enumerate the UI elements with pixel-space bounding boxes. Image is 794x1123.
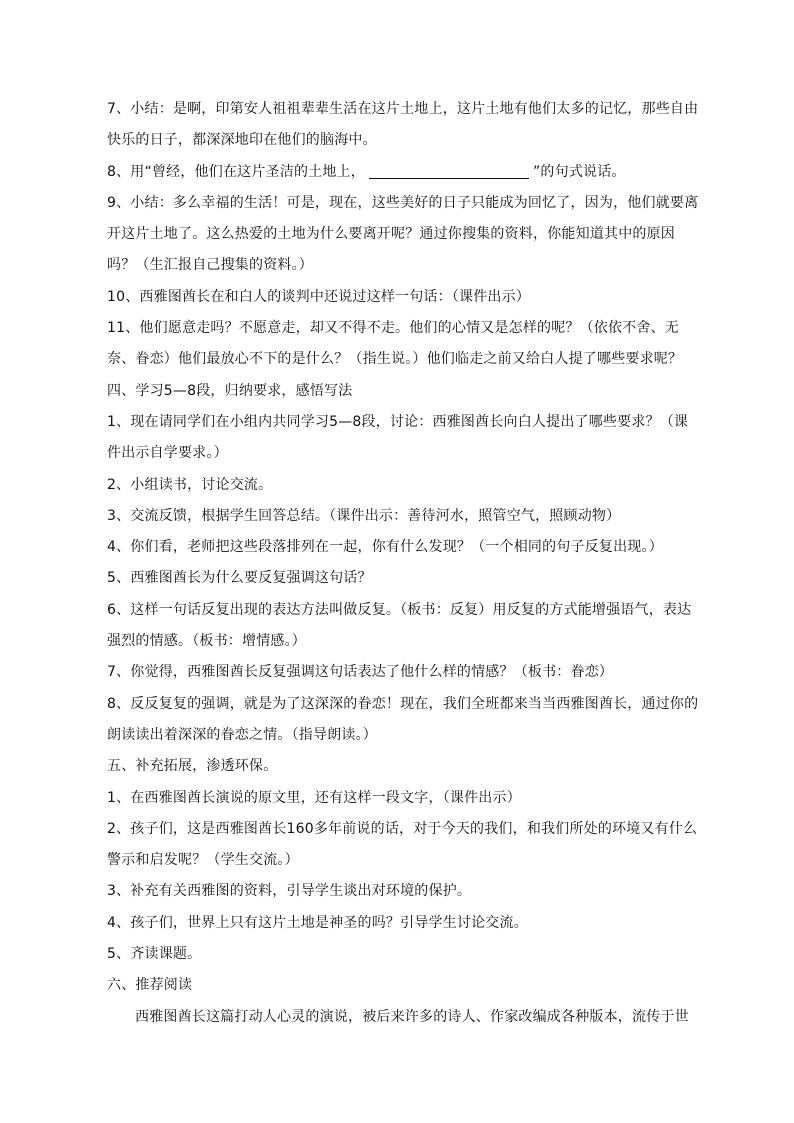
text-line: 3、交流反馈，根据学生回答总结。（课件出示：善待河水，照管空气，照顾动物） — [107, 507, 621, 524]
paragraph-line-indented: 西雅图酋长这篇打动人心灵的演说，被后来许多的诗人、作家改编成各种版本，流传于世 — [135, 1008, 689, 1025]
text-line: 1、在西雅图酋长演说的原文里，还有这样一段文字，（课件出示） — [107, 789, 521, 806]
text-line: 吗？（生汇报自己搜集的资料。） — [107, 257, 313, 274]
text-line: 5、齐读课题。 — [107, 946, 202, 963]
text-line: 强烈的情感。（板书：增情感。） — [107, 633, 306, 650]
text-line: 7、你觉得，西雅图酋长反复强调这句话表达了他什么样的情感？（板书：眷恋） — [107, 664, 614, 681]
sentence-suffix: ”的句式说话。 — [532, 163, 626, 180]
text-line: 6、这样一句话反复出现的表达方法叫做反复。（板书：反复）用反复的方式能增强语气，表达 — [107, 601, 692, 618]
text-line: 5、西雅图酋长为什么要反复强调这句话？ — [107, 570, 372, 587]
text-line: 奈、眷恋）他们最放心不下的是什么？（指生说。）他们临走之前又给白人提了哪些要求呢？ — [107, 351, 683, 368]
text-line: 开这片土地了。这么热爱的土地为什么要离开呢？通过你搜集的资料，你能知道其中的原因 — [107, 226, 675, 243]
text-line: 朗读读出着深深的眷恋之情。（指导朗读。） — [107, 726, 377, 743]
text-line: 4、你们看，老师把这些段落排列在一起，你有什么发现？（一个相同的句子反复出现。） — [107, 539, 663, 556]
text-line: 警示和启发呢？（学生交流。） — [107, 852, 299, 869]
section-heading: 四、学习5—8段，归纳要求，感悟写法 — [107, 382, 353, 399]
sentence-prompt: 8、用“曾经，他们在这片圣洁的土地上， — [107, 163, 365, 180]
document-body — [107, 94, 699, 1033]
text-line: 10、西雅图酋长在和白人的谈判中还说过这样一句话：（课件出示） — [107, 288, 531, 305]
text-line: 4、孩子们，世界上只有这片土地是神圣的吗？引导学生讨论交流。 — [107, 914, 528, 931]
section-heading: 六、推荐阅读 — [107, 977, 193, 994]
text-line: 件出示自学要求。） — [107, 445, 228, 462]
text-line: 2、孩子们，这是西雅图酋长160多年前说的话，对于今天的我们，和我们所处的环境又有什么 — [107, 820, 698, 837]
text-line: 快乐的日子，都深深地印在他们的脑海中。 — [107, 132, 377, 149]
text-line: 3、补充有关西雅图的资料，引导学生谈出对环境的保护。 — [107, 883, 472, 900]
text-line: 9、小结：多么幸福的生活！可是，现在，这些美好的日子只能成为回忆了，因为，他们就要离 — [107, 194, 699, 211]
text-line: 1、现在请同学们在小组内共同学习5—8段，讨论：西雅图酋长向白人提出了哪些要求？（课 — [107, 413, 689, 430]
text-line-with-blank — [107, 157, 691, 188]
text-line: 7、小结：是啊，印第安人祖祖辈辈生活在这片土地上，这片土地有他们太多的记忆，那些自由 — [107, 101, 699, 117]
text-line: 8、反反复复的强调，就是为了这深深的眷恋！现在，我们全班都来当当西雅图酋长，通过你的 — [107, 695, 699, 712]
text-line: 11、他们愿意走吗？不愿意走，却又不得不走。他们的心情又是怎样的呢？（依依不舍、无 — [107, 320, 680, 337]
section-heading: 五、补充拓展，渗透环保。 — [107, 758, 278, 775]
fill-in-blank — [369, 164, 529, 179]
text-line: 2、小组读书，讨论交流。 — [107, 476, 273, 493]
